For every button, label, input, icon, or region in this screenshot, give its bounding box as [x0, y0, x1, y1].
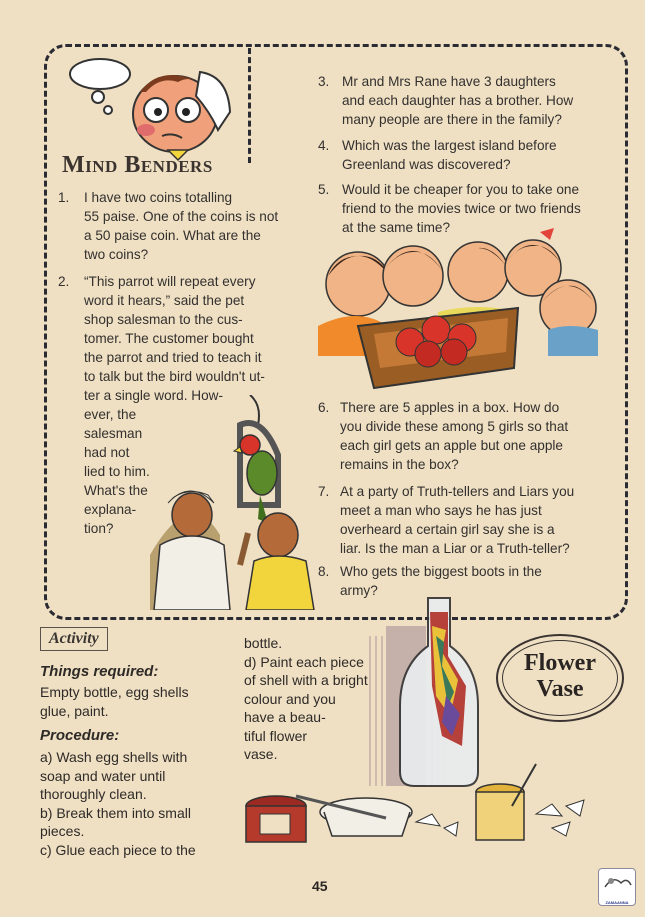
- section-title: Mind Benders: [62, 152, 213, 178]
- question-number: 3.: [318, 74, 330, 89]
- question-number: 7.: [318, 484, 330, 499]
- body-line: soap and water until: [40, 767, 166, 784]
- question-line: Mr and Mrs Rane have 3 daughters: [342, 74, 556, 89]
- frame-divider: [238, 48, 251, 163]
- question-line: Who gets the biggest boots in the: [340, 564, 542, 579]
- question-line: salesman: [84, 426, 143, 441]
- question-line: shop salesman to the cus-: [84, 312, 243, 327]
- things-required-text: [40, 683, 230, 720]
- question-line: a 50 paise coin. What are the: [84, 228, 261, 243]
- question-line: many people are there in the family?: [342, 112, 562, 127]
- question-line: friend to the movies twice or two friends: [342, 201, 581, 216]
- question-line: remains in the box?: [340, 457, 459, 472]
- question-line: and each daughter has a brother. How: [342, 93, 574, 108]
- question-line: I have two coins totalling: [84, 190, 233, 205]
- question-line: 55 paise. One of the coins is not: [84, 209, 279, 224]
- body-line: c) Glue each piece to the: [40, 841, 196, 858]
- body-line: d) Paint each piece: [244, 653, 364, 670]
- badge-line: Vase: [536, 676, 584, 702]
- question-line: overheard a certain girl say she is a: [340, 522, 555, 537]
- question-line: word it hears,” said the pet: [84, 293, 245, 308]
- body-line: pieces.: [40, 823, 85, 839]
- question-number: 6.: [318, 400, 330, 415]
- question-line: ever, the: [84, 407, 137, 422]
- things-required-heading: Things required:: [40, 663, 159, 680]
- body-line: Empty bottle, egg shells: [40, 684, 189, 700]
- question-line: Which was the largest island before: [342, 138, 557, 153]
- body-line: colour and you: [244, 690, 336, 707]
- question-number: 8.: [318, 564, 330, 579]
- question-line: two coins?: [84, 247, 149, 262]
- question-8: [318, 562, 608, 600]
- question-line: army?: [340, 583, 378, 598]
- question-number: 1.: [58, 190, 70, 205]
- question-line: had not: [84, 445, 130, 460]
- question-line: tion?: [84, 521, 114, 536]
- girls-apples-illustration: [318, 226, 603, 396]
- question-line: to talk but the bird wouldn't ut-: [84, 369, 265, 384]
- question-line: meet a man who says he has just: [340, 503, 542, 518]
- question-number: 5.: [318, 182, 330, 197]
- question-line: What's the: [84, 483, 148, 498]
- question-line: ter a single word. How-: [84, 388, 224, 403]
- question-number: 2.: [58, 274, 70, 289]
- question-line: liar. Is the man a Liar or a Truth-teller?: [340, 541, 570, 556]
- body-line: of shell with a bright: [244, 672, 368, 688]
- publisher-logo: [598, 868, 636, 906]
- parrot-salesman-illustration: [150, 395, 320, 610]
- body-line: have a beau-: [244, 709, 326, 725]
- question-line: each girl gets an apple but one apple: [340, 438, 563, 453]
- question-line: lied to him.: [84, 464, 150, 479]
- procedure-text: [40, 748, 225, 859]
- question-line: There are 5 apples in a box. How do: [340, 400, 560, 415]
- question-line: At a party of Truth-tellers and Liars you: [340, 484, 575, 499]
- question-3: [318, 72, 608, 129]
- question-line: “This parrot will repeat every: [84, 274, 256, 289]
- body-line: tiful flower: [244, 727, 308, 744]
- body-line: glue, paint.: [40, 702, 109, 719]
- body-line: vase.: [244, 746, 278, 762]
- thinking-boy-illustration: [60, 52, 235, 162]
- question-line: Would it be cheaper for you to take one: [342, 182, 580, 197]
- question-7: [318, 482, 608, 558]
- question-4: [318, 136, 608, 174]
- activity-label: Activity: [40, 627, 108, 651]
- question-1: [58, 188, 298, 264]
- page-number: 45: [312, 878, 328, 894]
- question-6: [318, 398, 608, 474]
- body-line: bottle.: [244, 635, 283, 651]
- logo-mark-icon: [599, 869, 635, 895]
- logo-text: ZAMAANNA: [605, 900, 629, 905]
- question-line: at the same time?: [342, 220, 451, 235]
- question-line: the parrot and tried to teach it: [84, 350, 262, 365]
- body-line: b) Break them into small: [40, 804, 191, 821]
- question-line: you divide these among 5 girls so that: [340, 419, 569, 434]
- question-line: tomer. The customer bought: [84, 331, 254, 346]
- bottle-vase-illustration: [236, 596, 606, 852]
- question-line: explana-: [84, 502, 137, 517]
- question-number: 4.: [318, 138, 330, 153]
- procedure-heading: Procedure:: [40, 727, 120, 744]
- question-line: Greenland was discovered?: [342, 157, 511, 172]
- body-line: a) Wash egg shells with: [40, 749, 188, 765]
- body-line: thoroughly clean.: [40, 786, 147, 802]
- badge-line: Flower: [524, 650, 596, 676]
